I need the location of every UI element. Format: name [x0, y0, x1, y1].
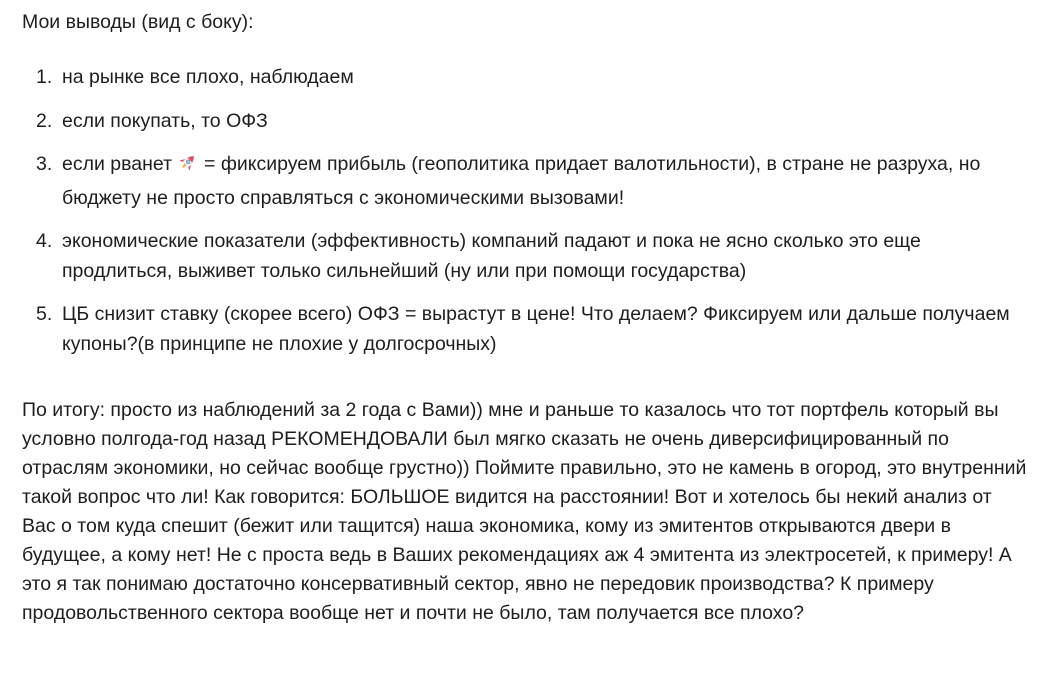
closing-paragraph: По итогу: просто из наблюдений за 2 года с Вами)) мне и раньше то казалось что тот портфель который вы условно полгода-год назад РЕКОМЕНДОВАЛИ был мягко сказать не очень диверсифицированный по отраслям экономики, но сейчас вообще грустно)) Поймите правильно, это не камень в огород, это внутренний такой вопрос что ли! Как говорится: БОЛЬШОЕ видится на расстоянии! Вот и хотелось бы некий анализ от Вас о том куда спешит (бежит или тащится) наша экономика, кому из эмитентов открываются двери в будущее, а кому нет! Не с проста ведь в Ваших рекомендациях аж 4 эмитента из электросетей, к примеру! А это я так понимаю достаточно консервативный сектор, явно не передовик производства? К примеру продовольственного сектора вообще нет и почти не было, там получается все плохо?	[22, 399, 1027, 624]
list-item-number: 4.	[36, 230, 53, 252]
list-item	[22, 227, 1028, 286]
list-item	[22, 300, 1028, 359]
list-item-number: 5.	[36, 303, 53, 325]
list-item-number: 1.	[36, 66, 53, 88]
list-item-text: = фиксируем прибыль (геополитика придает валотильности), в стране не разруха, но бюджету не просто справляться с экономическими вызовами!	[62, 153, 981, 209]
list-item-text: если рванет	[62, 153, 173, 175]
list-item-number: 3.	[36, 153, 53, 175]
list-item	[22, 107, 1028, 137]
list-item-text: на рынке все плохо, наблюдаем	[62, 66, 354, 88]
list-item-text: если покупать, то ОФЗ	[62, 109, 268, 132]
rocket-emoji-icon	[176, 152, 198, 184]
list-item	[22, 150, 1028, 213]
list-item-text: ЦБ снизит ставку (скорее всего) ОФЗ = вырастут в цене! Что делаем? Фиксируем или дальше получаем купоны?(в принципе не плохие у долгосрочных)	[62, 303, 1010, 355]
conclusions-list	[22, 63, 1028, 359]
list-item-number: 2.	[36, 109, 53, 132]
list-item-text: экономические показатели (эффективность) компаний падают и пока не ясно сколько это еще продлиться, выживет только сильнейший (ну или при помощи государства)	[62, 230, 921, 282]
page-title: Мои выводы (вид с боку):	[22, 11, 254, 33]
list-item	[22, 63, 1028, 93]
